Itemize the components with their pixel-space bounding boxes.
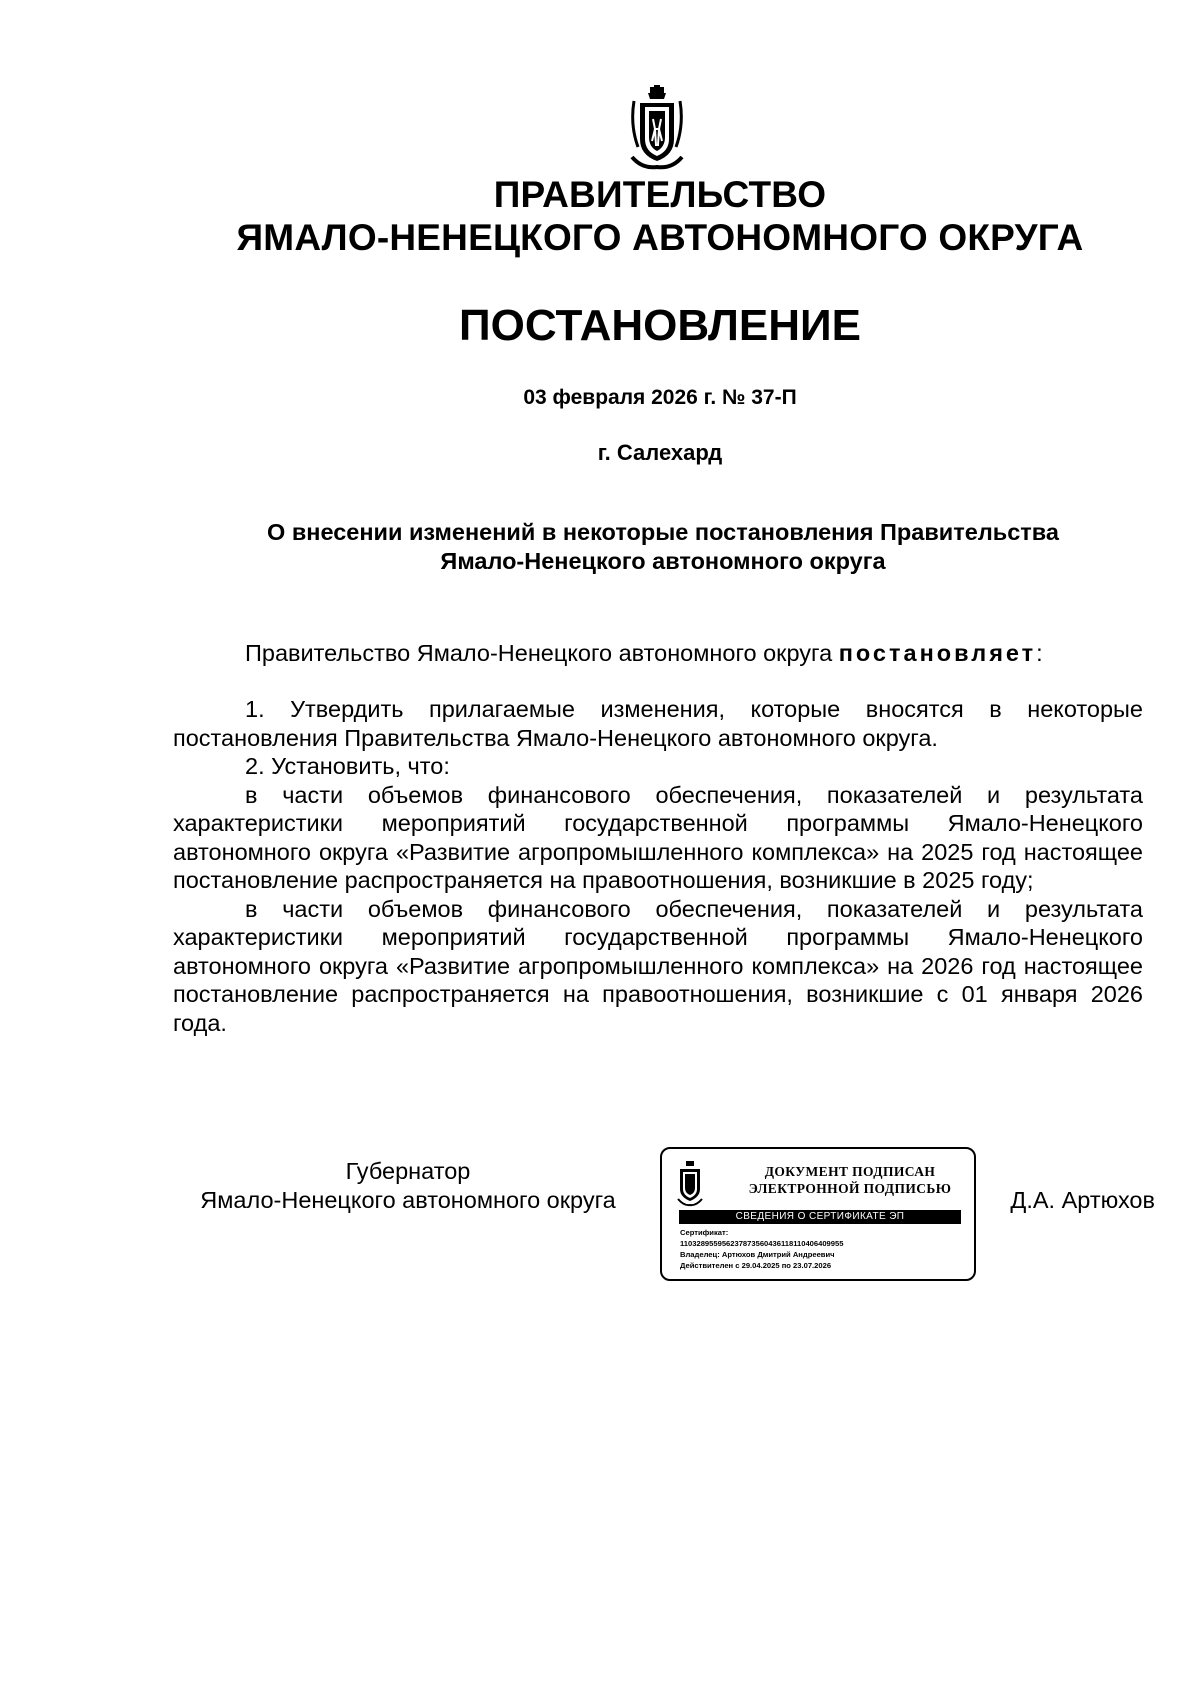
intro-verb: постановляет bbox=[838, 640, 1037, 666]
city: г. Салехард bbox=[597, 440, 723, 465]
electronic-signature-stamp bbox=[660, 1147, 976, 1281]
item-2: 2. Установить, что: bbox=[245, 753, 450, 779]
stamp-heading-line1: ДОКУМЕНТ ПОДПИСАН bbox=[764, 1164, 936, 1179]
item-2-clause-b: в части объемов финансового обеспечения, показателей и результата характеристики мероприятий государственной программы Ямало-Ненецкого автономного округа «Развитие агропромышленного комплекса» на 2026 год настоящее постановление распространяется на правоотношения, возникшие с 01 января 2026 года. bbox=[173, 895, 1143, 1036]
stamp-validity: Действителен с 29.04.2025 по 23.07.2026 bbox=[680, 1261, 832, 1270]
signatory-name: Д.А. Артюхов bbox=[1010, 1187, 1155, 1213]
date-and-number: 03 февраля 2026 г. № 37-П bbox=[523, 386, 797, 409]
stamp-certificate-bar: СВЕДЕНИЯ О СЕРТИФИКАТЕ ЭП bbox=[679, 1210, 961, 1224]
intro-tail: : bbox=[1036, 640, 1043, 666]
stamp-cert-label: Сертификат: bbox=[680, 1228, 729, 1237]
org-name-line1: ПРАВИТЕЛЬСТВО bbox=[493, 174, 827, 215]
subject-line2: Ямало-Ненецкого автономного округа bbox=[440, 548, 886, 574]
document-subject bbox=[173, 518, 1153, 576]
item-1: 1. Утвердить прилагаемые изменения, которые вносятся в некоторые постановления Правительства Ямало-Ненецкого автономного округа. bbox=[173, 696, 1143, 751]
stamp-emblem-icon bbox=[676, 1161, 704, 1207]
intro-paragraph bbox=[173, 639, 1143, 668]
stamp-cert-number: 11032895595623787356043611811040640995​5 bbox=[680, 1239, 844, 1248]
yamal-coat-of-arms-icon bbox=[628, 85, 686, 175]
intro-text: Правительство Ямало-Ненецкого автономного округа bbox=[245, 640, 839, 666]
subject-line1: О внесении изменений в некоторые постановления Правительства bbox=[267, 519, 1059, 545]
signatory-title-line2: Ямало-Ненецкого автономного округа bbox=[200, 1187, 616, 1213]
document-type: ПОСТАНОВЛЕНИЕ bbox=[458, 301, 862, 350]
stamp-heading bbox=[732, 1163, 968, 1197]
signatory-title bbox=[173, 1157, 643, 1215]
item-2-clause-a: в части объемов финансового обеспечения, показателей и результата характеристики мероприятий государственной программы Ямало-Ненецкого автономного округа «Развитие агропромышленного комплекса» на 2025 год настоящее постановление распространяется на правоотношения, возникшие в 2025 году; bbox=[173, 781, 1143, 893]
stamp-owner: Владелец: Артюхов Дмитрий Андреевич bbox=[680, 1250, 835, 1259]
stamp-heading-line2: ЭЛЕКТРОННОЙ ПОДПИСЬЮ bbox=[748, 1181, 952, 1196]
signatory-title-line1: Губернатор bbox=[345, 1158, 471, 1184]
resolution-items bbox=[173, 695, 1143, 1037]
org-name-line2: ЯМАЛО-НЕНЕЦКОГО АВТОНОМНОГО ОКРУГА bbox=[236, 217, 1084, 258]
